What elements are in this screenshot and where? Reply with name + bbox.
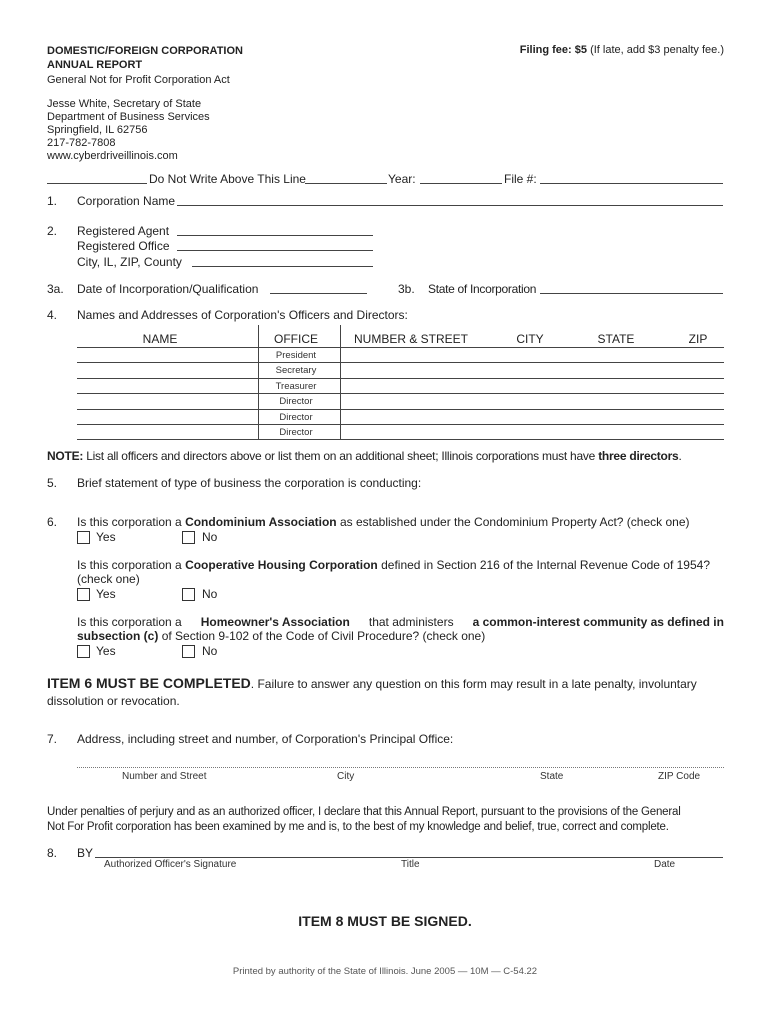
city-zip-county-input[interactable] [192,253,373,267]
note-label: NOTE: [47,449,84,463]
column-header-office: OFFICE [274,332,318,346]
table-rule-6 [77,439,724,440]
number-street-caption: Number and Street [122,771,207,782]
state-caption: State [540,771,564,782]
year-input[interactable] [420,170,502,184]
condo-no-checkbox[interactable] [182,531,195,544]
signature-line [95,857,723,858]
column-header-state: STATE [597,332,635,346]
date-incorporation-label: Date of Incorporation/Qualification [77,282,259,296]
file-number-line [540,183,723,184]
filing-fee-value: $5 [574,44,588,56]
state-incorporation-line [540,293,723,294]
q2-post: defined in Section 216 of the Internal Revenue Code of 1954? [381,558,711,572]
signature-caption: Authorized Officer's Signature [104,859,237,870]
file-number-input[interactable] [540,170,723,184]
table-rule-5 [77,424,724,425]
role-director-2: Director [279,412,313,423]
q1-bold: Condominium Association [185,515,337,529]
filing-fee-label: Filing fee: [519,44,572,56]
condo-no-label: No [202,530,218,544]
registered-office-line [177,250,373,251]
q2-bold: Cooperative Housing Corporation [185,558,378,572]
q2-pre: Is this corporation a [77,558,182,572]
hoa-no-checkbox[interactable] [182,645,195,658]
item6-note-text: . Failure to answer any question on this form may result in a late penalty, involuntary [250,677,697,691]
q3-bold1: Homeowner's Association [200,615,350,629]
column-header-zip: ZIP [688,332,708,346]
date-caption: Date [654,859,676,870]
item-3b-number: 3b. [398,282,415,296]
state-incorporation-label: State of Incorporation [428,282,537,296]
corporation-name-input[interactable] [177,192,723,206]
business-statement-label: Brief statement of type of business the corporation is conducting: [77,476,422,490]
item-4-number: 4. [47,308,58,322]
registered-office-input[interactable] [177,237,373,251]
note-period: . [678,449,682,463]
table-rule-3 [77,393,724,394]
q3-post: of Section 9-102 of the Code of Civil Procedure? (check one) [161,629,486,643]
cooperative-question [77,558,710,572]
declaration-line2: Not For Profit corporation has been examined by me and is, to the best of my knowledge and belief, true, correct and complete. [47,821,669,833]
homeowner-question-line2 [77,629,485,643]
item-6-number: 6. [47,515,58,529]
table-rule-header [77,347,724,348]
role-director-3: Director [279,427,313,438]
corporation-name-label: Corporation Name [77,194,176,208]
q3-pre: Is this corporation a [77,615,182,629]
city-zip-county-label: City, IL, ZIP, County [77,255,182,269]
column-header-street: NUMBER & STREET [353,332,468,346]
office-web: www.cyberdriveillinois.com [47,150,178,162]
signature-input[interactable] [95,843,723,857]
officers-note [47,449,682,463]
table-rule-2 [77,378,724,379]
principal-office-input[interactable] [77,754,724,768]
file-number-label: File #: [504,172,537,186]
cooperative-question-line2: (check one) [77,572,140,586]
q1-pre: Is this corporation a [77,515,182,529]
role-president: President [275,350,317,361]
item6-must-complete [47,675,697,691]
q3-bold2: a common-interest community as defined in [472,615,724,629]
office-city: Springfield, IL 62756 [47,124,148,136]
hoa-yes-label: Yes [96,644,116,658]
item-3a-number: 3a. [47,282,64,296]
item-8-number: 8. [47,846,58,860]
form-title-line1: DOMESTIC/FOREIGN CORPORATION [47,45,243,57]
city-caption: City [337,771,355,782]
condo-yes-label: Yes [96,530,116,544]
item-2-number: 2. [47,224,58,238]
item8-must-sign: ITEM 8 MUST BE SIGNED. [298,913,472,929]
condo-yes-checkbox[interactable] [77,531,90,544]
filing-fee-note: (If late, add $3 penalty fee.) [590,44,724,56]
registered-agent-label: Registered Agent [77,224,170,238]
registered-agent-line [177,235,373,236]
note-text: List all officers and directors above or list them on an additional sheet; Illinois corporations must have [86,449,596,463]
act-name: General Not for Profit Corporation Act [47,74,230,86]
form-title-line2: ANNUAL REPORT [47,59,143,71]
column-header-city: CITY [516,332,544,346]
table-rule-1 [77,362,724,363]
city-zip-county-line [192,266,373,267]
title-caption: Title [401,859,420,870]
date-incorporation-input[interactable] [270,280,367,294]
item6-bold: ITEM 6 MUST BE COMPLETED [47,675,251,691]
printed-by-footer: Printed by authority of the State of Illinois. June 2005 — 10M — C-54.22 [232,966,538,977]
role-treasurer: Treasurer [275,381,317,392]
year-label: Year: [388,172,416,186]
q3-mid: that administers [368,615,454,629]
office-use-line-2 [305,183,387,184]
year-line [420,183,502,184]
item6-note-line2: dissolution or revocation. [47,694,180,708]
state-incorporation-input[interactable] [540,280,723,294]
condominium-question [77,515,690,529]
coop-yes-checkbox[interactable] [77,588,90,601]
hoa-yes-checkbox[interactable] [77,645,90,658]
officers-directors-label: Names and Addresses of Corporation's Officers and Directors: [77,308,408,322]
q1-post: as established under the Condominium Property Act? (check one) [339,515,690,529]
office-phone: 217-782-7808 [47,137,116,149]
item-5-number: 5. [47,476,58,490]
column-header-name: NAME [142,332,178,346]
office-dept: Department of Business Services [47,111,210,123]
do-not-write-label: Do Not Write Above This Line [149,172,306,186]
principal-office-line [77,767,724,768]
corporation-name-line [177,205,723,206]
homeowner-question [77,615,724,629]
table-rule-4 [77,409,724,410]
note-three-directors: three directors [598,449,679,463]
declaration-line1: Under penalties of perjury and as an authorized officer, I declare that this Annual Report, pursuant to the provisions of the General [47,806,681,818]
zip-caption: ZIP Code [658,771,701,782]
office-use-line-1 [47,183,147,184]
q3-bold3: subsection (c) [77,629,159,643]
coop-no-checkbox[interactable] [182,588,195,601]
registered-agent-input[interactable] [177,222,373,236]
registered-office-label: Registered Office [77,239,170,253]
by-label: BY [77,846,94,860]
item-7-number: 7. [47,732,58,746]
hoa-no-label: No [202,644,218,658]
role-secretary: Secretary [275,365,317,376]
filing-fee [520,44,724,56]
item-1-number: 1. [47,194,58,208]
coop-no-label: No [202,587,218,601]
date-incorporation-line [270,293,367,294]
office-col-right-rule [340,325,341,440]
coop-yes-label: Yes [96,587,116,601]
principal-office-label: Address, including street and number, of Corporation's Principal Office: [77,732,454,746]
role-director-1: Director [279,396,313,407]
office-name: Jesse White, Secretary of State [47,98,202,110]
